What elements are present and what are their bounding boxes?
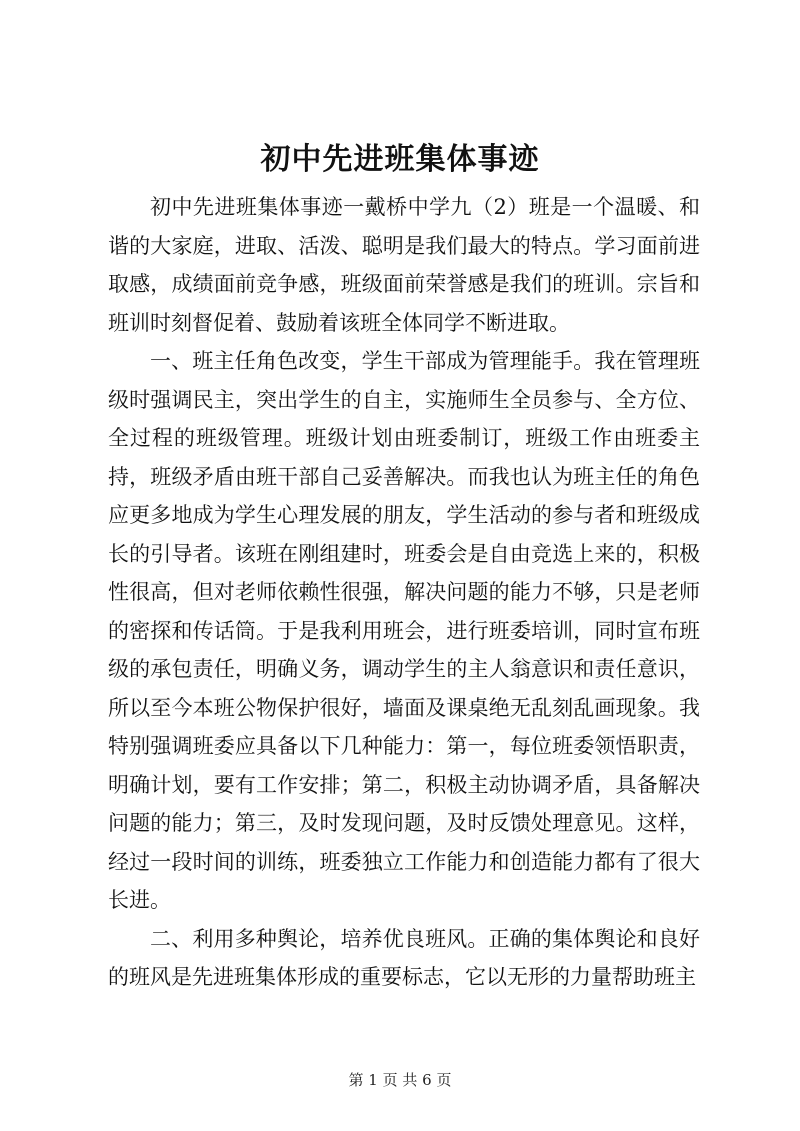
paragraph-intro: 初中先进班集体事迹一戴桥中学九（2）班是一个温暖、和谐的大家庭，进取、活泼、聪明是我们最大的特点。学习面前进取感，成绩面前竞争感，班级面前荣誉感是我们的班训。宗旨和班训时刻督促着、鼓励着该班全体同学不断进取。	[108, 195, 700, 335]
paragraph-section-1: 一、班主任角色改变，学生干部成为管理能手。我在管理班级时强调民主，突出学生的自主，实施师生全员参与、全方位、全过程的班级管理。班级计划由班委制订，班级工作由班委主持，班级矛盾由班干部自己妥善解决。而我也认为班主任的角色应更多地成为学生心理发展的朋友，学生活动的参与者和班级成长的引导者。该班在刚组建时，班委会是自由竞选上来的，积极性很高，但对老师依赖性很强，解决问题的能力不够，只是老师的密探和传话筒。于是我利用班会，进行班委培训，同时宣布班级的承包责任，明确义务，调动学生的主人翁意识和责任意识，所以至今本班公物保护很好，墙面及课桌绝无乱刻乱画现象。我特别强调班委应具备以下几种能力：第一，每位班委领悟职责，明确计划，要有工作安排；第二，积极主动协调矛盾，具备解决问题的能力；第三，及时发现问题，及时反馈处理意见。这样，经过一段时间的训练，班委独立工作能力和创造能力都有了很大长进。	[108, 349, 700, 912]
page-number-footer: 第 1 页 共 6 页	[348, 1071, 452, 1089]
document-body	[108, 188, 700, 997]
document-title: 初中先进班集体事迹	[260, 142, 540, 177]
paragraph-section-2: 二、利用多种舆论，培养优良班风。正确的集体舆论和良好的班风是先进班集体形成的重要标志，它以无形的力量帮助班主	[108, 926, 700, 989]
